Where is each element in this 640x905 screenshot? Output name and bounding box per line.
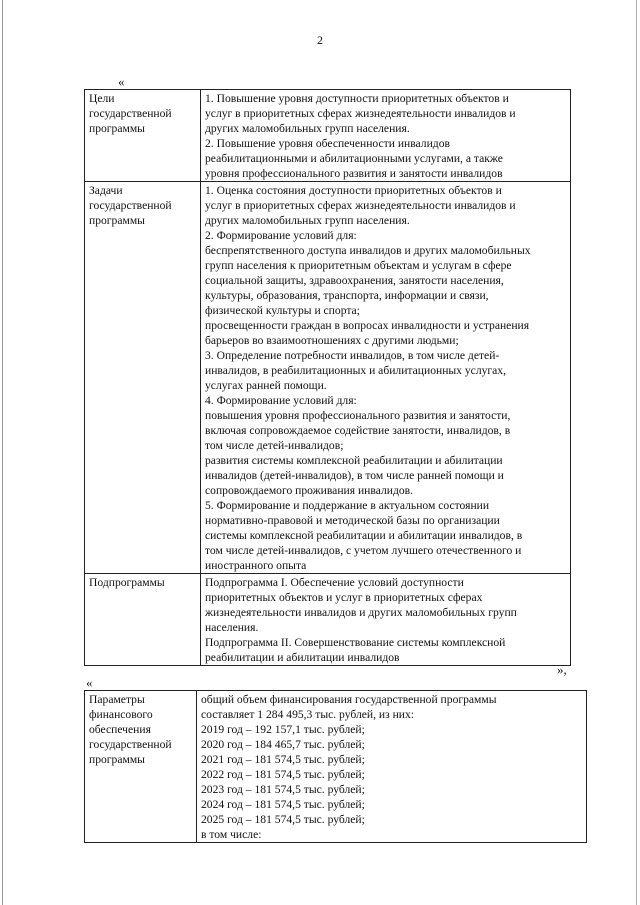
text-line: составляет 1 284 495,3 тыс. рублей, из них: — [201, 708, 414, 721]
text-line: 2. Формирование условий для: — [205, 229, 357, 242]
text-line: 2. Повышение уровня обеспеченности инвалидов — [205, 137, 450, 150]
text-line: уровня профессионального развития и занятости инвалидов — [205, 167, 503, 180]
text-line: Задачи — [89, 184, 123, 197]
text-line: государственной — [89, 107, 172, 120]
row-content-subprograms — [201, 574, 571, 666]
text-line: социальной защиты, здравоохранения, занятости населения, — [205, 274, 504, 287]
text-line: 2024 год – 181 574,5 тыс. рублей; — [201, 798, 365, 811]
text-line: реабилитации и абилитации инвалидов — [205, 651, 400, 664]
text-line: Цели — [89, 92, 115, 105]
text-line: инвалидов (детей-инвалидов), в том числе ранней помощи и — [205, 469, 504, 482]
text-line: том числе детей-инвалидов; — [205, 439, 344, 452]
text-line: Подпрограмма II. Совершенствование системы комплексной — [205, 636, 506, 649]
text-line: программы — [89, 753, 145, 766]
text-line: 1. Повышение уровня доступности приоритетных объектов и — [205, 92, 509, 105]
text-line: приоритетных объектов и услуг в приоритетных сферах — [205, 591, 483, 604]
text-line: обеспечения — [89, 723, 151, 736]
text-line: системы комплексной реабилитации и абилитации инвалидов, в — [205, 529, 523, 542]
text-line: 2021 год – 181 574,5 тыс. рублей; — [201, 753, 365, 766]
row-content-tasks — [201, 182, 571, 574]
text-line: 1. Оценка состояния доступности приоритетных объектов и — [205, 184, 502, 197]
text-line: программы — [89, 214, 145, 227]
text-line: 5. Формирование и поддержание в актуальном состоянии — [205, 499, 490, 512]
text-line: беспрепятственного доступа инвалидов и других маломобильных — [205, 244, 531, 257]
text-line: Параметры — [89, 693, 145, 706]
text-line: других маломобильных групп населения. — [205, 214, 410, 227]
text-line: нормативно-правовой и методической базы по организации — [205, 514, 500, 527]
text-line: групп населения к приоритетным объектам и услугам в сфере — [205, 259, 512, 272]
financing-table — [84, 690, 587, 843]
text-line: иностранного опыта — [205, 559, 307, 572]
scan-edge-right — [636, 0, 637, 905]
text-line: финансового — [89, 708, 153, 721]
table-row-tasks — [85, 182, 571, 574]
table-row-goals — [85, 90, 571, 182]
row-content-financing — [197, 691, 587, 843]
closing-quote: », — [557, 662, 567, 677]
text-line: включая сопровождаемое содействие занятости, инвалидов, в — [205, 424, 511, 437]
text-line: просвещенности граждан в вопросах инвалидности и устранения — [205, 319, 530, 332]
text-line: развития системы комплексной реабилитации и абилитации — [205, 454, 503, 467]
text-line: других маломобильных групп населения. — [205, 122, 410, 135]
text-line: реабилитационными и абилитационными услугами, а также — [205, 152, 503, 165]
text-line: услуг в приоритетных сферах жизнедеятельности инвалидов и — [205, 199, 516, 212]
row-label-financing — [85, 691, 197, 843]
opening-quote-top: « — [118, 74, 125, 89]
text-line: жизнедеятельности инвалидов и других маломобильных групп — [205, 606, 517, 619]
text-line: повышения уровня профессионального развития и занятости, — [205, 409, 511, 422]
opening-quote-mid: « — [86, 675, 93, 690]
scan-edge-left — [2, 0, 3, 905]
table-row-financing — [85, 691, 587, 843]
text-line: Подпрограмма I. Обеспечение условий доступности — [205, 576, 464, 589]
text-line: барьеров во взаимоотношениях с другими людьми; — [205, 334, 459, 347]
text-line: физической культуры и спорта; — [205, 304, 360, 317]
text-line: 2023 год – 181 574,5 тыс. рублей; — [201, 783, 365, 796]
page-number: 2 — [317, 33, 323, 47]
text-line: 2025 год – 181 574,5 тыс. рублей; — [201, 813, 365, 826]
text-line: 3. Определение потребности инвалидов, в том числе детей- — [205, 349, 500, 362]
text-line: в том числе: — [201, 828, 262, 841]
text-line: 2022 год – 181 574,5 тыс. рублей; — [201, 768, 365, 781]
text-line: общий объем финансирования государственной программы — [201, 693, 497, 706]
text-line: услугах ранней помощи. — [205, 379, 327, 392]
row-label-subprograms — [85, 574, 201, 666]
row-label-goals — [85, 90, 201, 182]
text-line: 4. Формирование условий для: — [205, 394, 357, 407]
text-line: 2020 год – 184 465,7 тыс. рублей; — [201, 738, 365, 751]
text-line: том числе детей-инвалидов, с учетом лучшего отечественного и — [205, 544, 522, 557]
text-line: населения. — [205, 621, 259, 634]
text-line: культуры, образования, транспорта, информации и связи, — [205, 289, 489, 302]
table-row-subprograms — [85, 574, 571, 666]
text-line: государственной — [89, 199, 172, 212]
text-line: инвалидов, в реабилитационных и абилитационных услугах, — [205, 364, 507, 377]
text-line: государственной — [89, 738, 172, 751]
text-line: 2019 год – 192 157,1 тыс. рублей; — [201, 723, 365, 736]
row-content-goals — [201, 90, 571, 182]
text-line: Подпрограммы — [89, 576, 165, 589]
text-line: программы — [89, 122, 145, 135]
text-line: сопровождаемого проживания инвалидов. — [205, 484, 414, 497]
text-line: услуг в приоритетных сферах жизнедеятельности инвалидов и — [205, 107, 516, 120]
row-label-tasks — [85, 182, 201, 574]
program-passport-table — [84, 89, 571, 666]
